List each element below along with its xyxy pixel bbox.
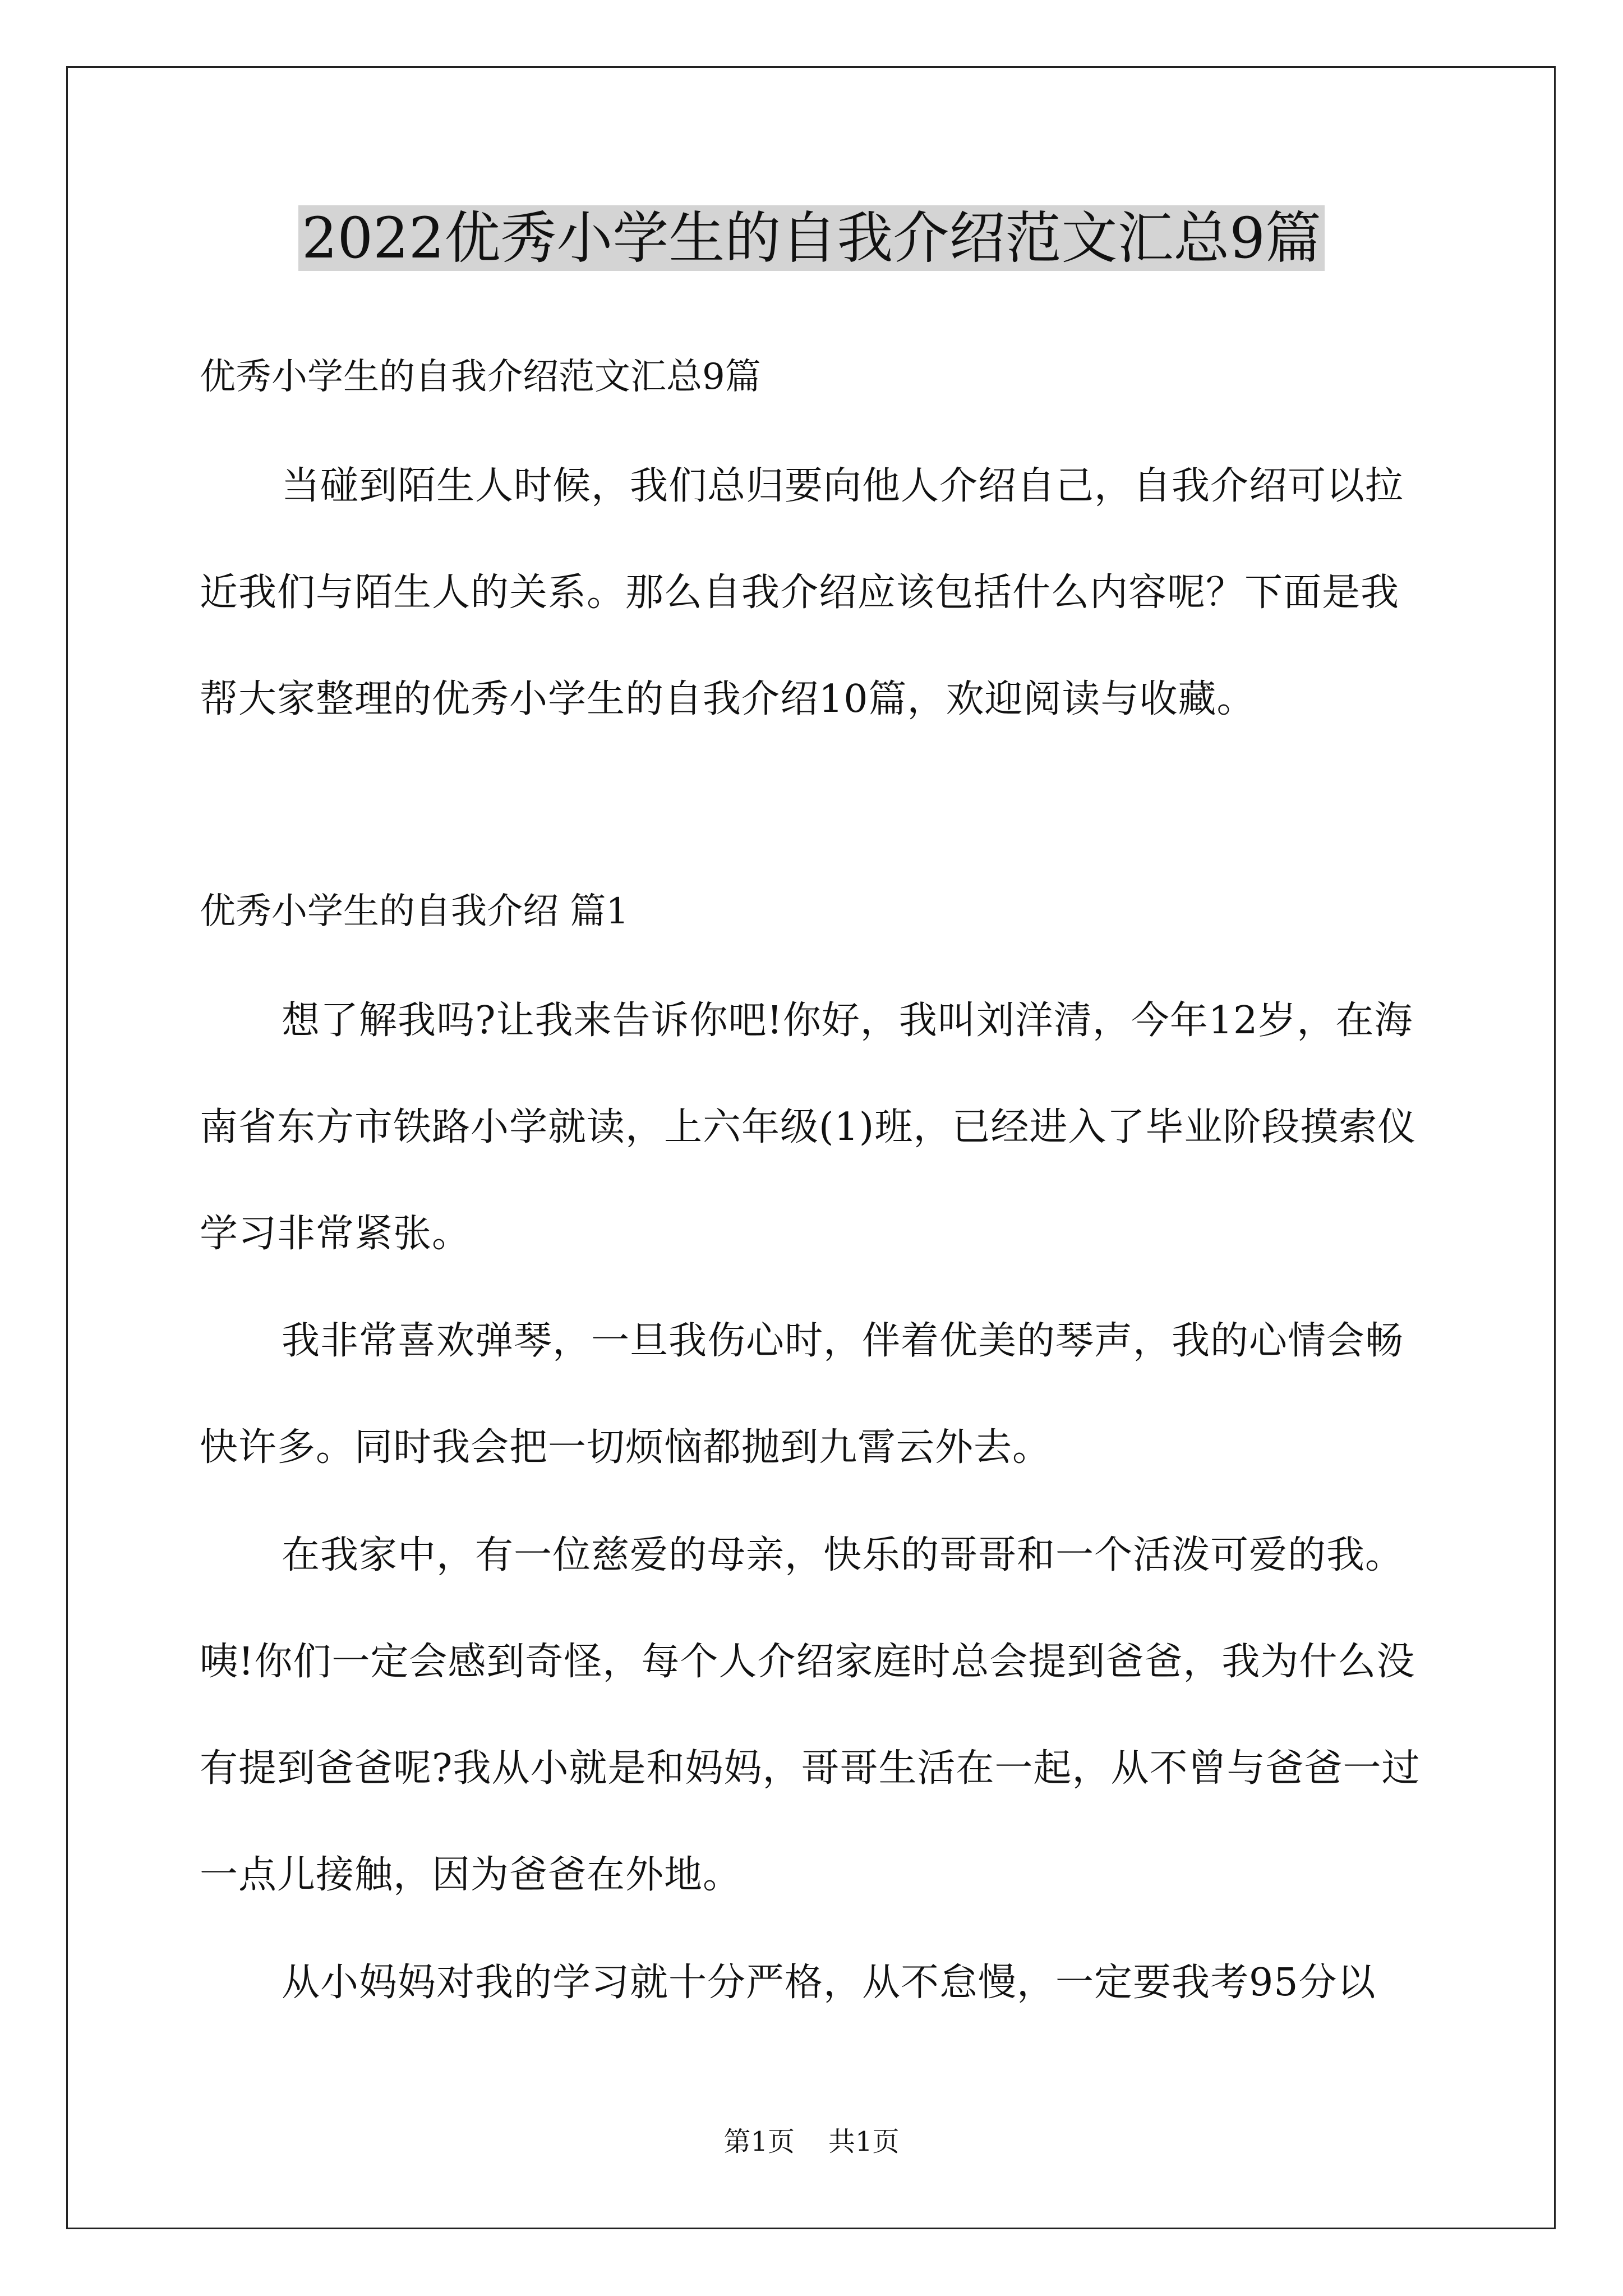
body-paragraph: 我非常喜欢弹琴，一旦我伤心时，伴着优美的琴声，我的心情会畅快许多。同时我会把一切烦恼都抛到九霄云外去。: [200, 1319, 1404, 1470]
body-paragraph: 想了解我吗?让我来告诉你吧!你好，我叫刘洋清，今年12岁，在海南省东方市铁路小学就读，上六年级(1)班，已经进入了毕业阶段摸索仪学习非常紧张。: [200, 999, 1417, 1256]
intro-paragraph: 当碰到陌生人时候，我们总归要向他人介绍自己，自我介绍可以拉近我们与陌生人的关系。那么自我介绍应该包括什么内容呢？下面是我帮大家整理的优秀小学生的自我介绍10篇，欢迎阅读与收藏。: [200, 464, 1404, 721]
document-subtitle: 优秀小学生的自我介绍范文汇总9篇: [200, 356, 761, 398]
body-paragraph: 从小妈妈对我的学习就十分严格，从不怠慢，一定要我考95分以: [282, 1961, 1376, 2005]
page-number: 第1页: [723, 2126, 795, 2157]
section-heading: 优秀小学生的自我介绍 篇1: [200, 891, 629, 932]
document-title: 2022优秀小学生的自我介绍范文汇总9篇: [0, 199, 1623, 278]
page-footer: [0, 2125, 1623, 2159]
page-total: 共1页: [828, 2126, 900, 2157]
body-paragraph: 在我家中，有一位慈爱的母亲，快乐的哥哥和一个活泼可爱的我。咦!你们一定会感到奇怪，每个人介绍家庭时总会提到爸爸，我为什么没有提到爸爸呢?我从小就是和妈妈，哥哥生活在一起，从不曾与爸爸一过一点儿接触，因为爸爸在外地。: [200, 1533, 1421, 1897]
